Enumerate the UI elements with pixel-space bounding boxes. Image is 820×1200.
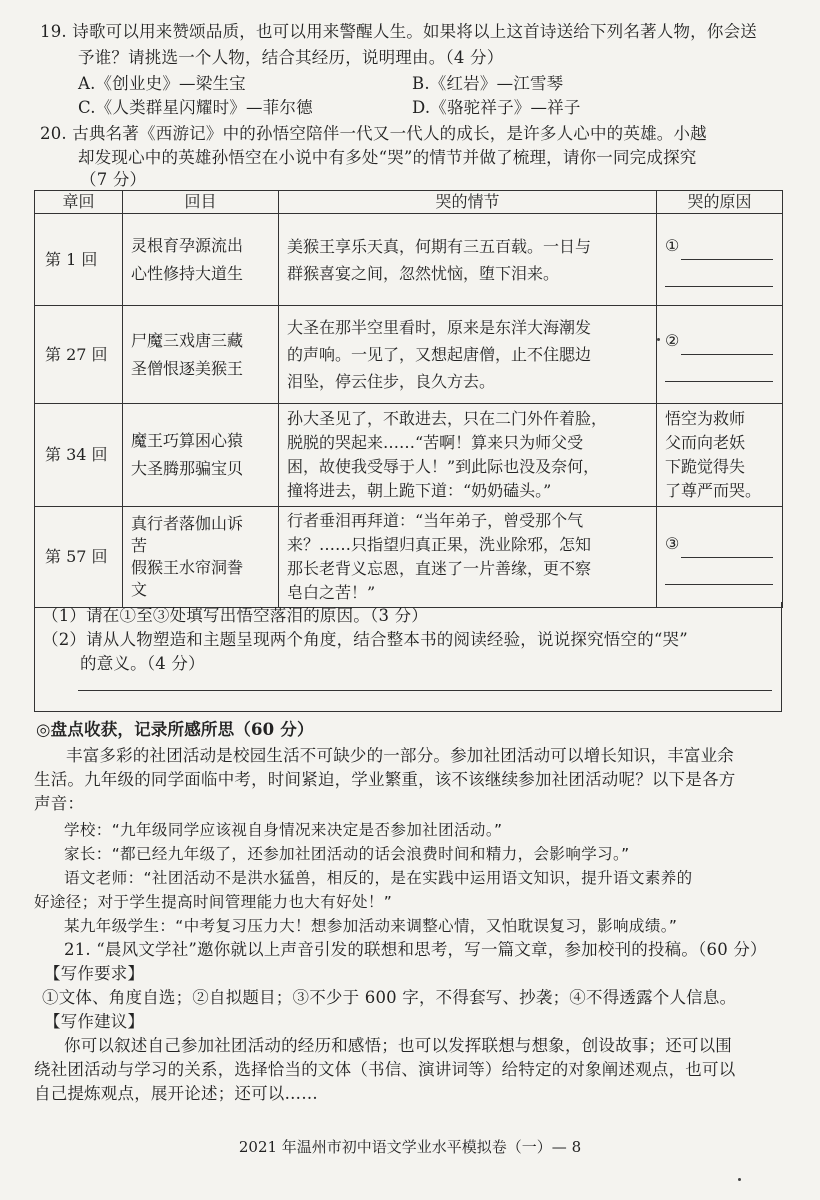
scan-speck xyxy=(657,338,660,341)
title-line: 尸魔三戏唐三藏 xyxy=(131,330,244,350)
chapter-cell: 第 34 回 xyxy=(35,404,123,507)
header-title: 回目 xyxy=(123,191,279,214)
reason-line: 了尊严而哭。 xyxy=(665,481,762,500)
q19-stem-line2: 予谁？请挑选一个人物，结合其经历，说明理由。（4 分） xyxy=(78,48,504,67)
suggestions-line2: 绕社团活动与学习的关系，选择恰当的文体（书信、演讲词等）给特定的对象阐述观点，也可以 xyxy=(34,1060,736,1079)
section-heading: ◎盘点收获，记录所感所思（60 分） xyxy=(36,720,314,739)
reason-cell xyxy=(657,306,783,404)
plot-cell xyxy=(279,507,657,608)
q19-option-c: C.《人类群星闪耀时》—菲尔德 xyxy=(78,98,313,117)
plot-line: 的声响。一见了，又想起唐僧，止不住腮边 xyxy=(287,345,592,364)
suggestions-line3: 自己提炼观点，展开论述；还可以…… xyxy=(34,1084,318,1103)
reason-cell xyxy=(657,214,783,306)
reason-line: 下跪觉得失 xyxy=(665,457,746,476)
title-line: 灵根育孕源流出 xyxy=(131,235,244,255)
table-header-row xyxy=(35,191,783,214)
requirements-text: ①文体、角度自选；②自拟题目；③不少于 600 字，不得套写、抄袭；④不得透露个人信息。 xyxy=(42,988,737,1007)
q20-stem-line2: 却发现心中的英雄孙悟空在小说中有多处“哭”的情节并做了梳理，请你一同完成探究 xyxy=(78,148,697,167)
page-footer: 2021 年温州市初中语文学业水平模拟卷（一）— 8 xyxy=(238,1138,582,1156)
title-line: 苦 xyxy=(131,536,148,555)
voice-school: 学校：“九年级同学应该视自身情况来决定是否参加社团活动。” xyxy=(64,821,503,839)
plot-line: 美猴王享乐天真，何期有三五百载。一日与 xyxy=(287,236,592,256)
reason-cell xyxy=(657,507,783,608)
title-cell xyxy=(123,214,279,306)
title-cell xyxy=(123,306,279,404)
suggestions-line1: 你可以叙述自己参加社团活动的经历和感悟；也可以发挥联想与想象，创设故事；还可以围 xyxy=(64,1036,732,1055)
reason-line: 悟空为救师 xyxy=(665,409,746,428)
title-cell xyxy=(123,507,279,608)
plot-line: 那长老背义忘恩，直迷了一片善缘，更不察 xyxy=(287,559,592,578)
title-line: 魔王巧算困心猿 xyxy=(131,431,244,450)
reason-cell xyxy=(657,404,783,507)
q19-stem-line1: 19. 诗歌可以用来赞颂品质，也可以用来警醒人生。如果将以上这首诗送给下列名著人物，你会送 xyxy=(40,22,757,41)
plot-line: 脱脱的哭起来……“苦啊！算来只为师父受 xyxy=(287,433,584,452)
intro-line2: 生活。九年级的同学面临中考，时间紧迫，学业繁重，该不该继续参加社团活动呢？以下是各方 xyxy=(34,770,736,789)
intro-line3: 声音： xyxy=(34,794,85,813)
q20-sub2-line1: （2）请从人物塑造和主题呈现两个角度，结合整本书的阅读经验，说说探究悟空的“哭” xyxy=(42,630,688,649)
answer-blank-2[interactable] xyxy=(681,334,773,355)
q20-sub2-answer-line[interactable] xyxy=(78,690,772,691)
requirements-title: 【写作要求】 xyxy=(44,964,145,983)
crying-episodes-table xyxy=(34,190,783,608)
q19-option-b: B.《红岩》—江雪琴 xyxy=(412,74,564,93)
header-reason: 哭的原因 xyxy=(657,191,783,214)
voice-student: 某九年级学生：“中考复习压力大！想参加活动来调整心情，又怕耽误复习，影响成绩。” xyxy=(64,917,678,935)
plot-line: 大圣在那半空里看时，原来是东洋大海潮发 xyxy=(287,318,592,337)
plot-line: 来？……只指望归真正果，洗业除邪，怎知 xyxy=(287,535,592,554)
title-line: 大圣腾那骗宝贝 xyxy=(131,459,244,478)
title-cell xyxy=(123,404,279,507)
table-row xyxy=(35,214,783,306)
plot-cell xyxy=(279,306,657,404)
answer-blank-3b[interactable] xyxy=(665,564,773,585)
chapter-cell: 第 27 回 xyxy=(35,306,123,404)
suggestions-title: 【写作建议】 xyxy=(44,1012,145,1031)
answer-blank-2b[interactable] xyxy=(665,361,773,382)
voice-teacher-line1: 语文老师：“社团活动不是洪水猛兽，相反的，是在实践中运用语文知识，提升语文素养的 xyxy=(64,869,693,887)
answer-blank-1b[interactable] xyxy=(665,266,773,287)
header-plot: 哭的情节 xyxy=(279,191,657,214)
q19-option-a: A.《创业史》—梁生宝 xyxy=(78,74,246,93)
plot-line: 群猴喜宴之间，忽然忧恼，堕下泪来。 xyxy=(287,263,560,283)
q20-sub1: （1）请在①至③处填写出悟空落泪的原因。（3 分） xyxy=(42,606,428,625)
chapter-cell: 第 1 回 xyxy=(35,214,123,306)
scan-speck xyxy=(738,1178,741,1181)
title-line: 文 xyxy=(131,580,148,599)
q21-prompt: 21. “晨风文学社”邀你就以上声音引发的联想和思考，写一篇文章，参加校刊的投稿。（60 分） xyxy=(64,940,767,959)
q20-sub2-line2: 的意义。（4 分） xyxy=(80,654,205,673)
table-row xyxy=(35,507,783,608)
q19-option-d: D.《骆驼祥子》—祥子 xyxy=(412,98,581,117)
plot-line: 撞将进去，朝上跪下道：“奶奶磕头。” xyxy=(287,481,552,500)
table-row xyxy=(35,306,783,404)
voice-teacher-line2: 好途径；对于学生提高时间管理能力也大有好处！” xyxy=(34,893,393,911)
q20-stem-line1: 20. 古典名著《西游记》中的孙悟空陪伴一代又一代人的成长，是许多人心中的英雄。小越 xyxy=(40,124,707,143)
title-line: 假猴王水帘洞誊 xyxy=(131,558,244,577)
answer-blank-1[interactable] xyxy=(681,239,773,260)
reason-line: 父而向老妖 xyxy=(665,433,746,452)
title-line: 圣僧恨逐美猴王 xyxy=(131,358,244,378)
reason-mark: ① xyxy=(665,236,680,255)
voice-parent: 家长：“都已经九年级了，还参加社团活动的话会浪费时间和精力，会影响学习。” xyxy=(64,845,630,863)
chapter-cell: 第 57 回 xyxy=(35,507,123,608)
intro-line1: 丰富多彩的社团活动是校园生活不可缺少的一部分。参加社团活动可以增长知识，丰富业余 xyxy=(66,746,734,765)
header-chapter: 章回 xyxy=(35,191,123,214)
title-line: 心性修持大道生 xyxy=(131,263,244,283)
plot-line: 皂白之苦！” xyxy=(287,583,376,602)
plot-line: 行者垂泪再拜道：“当年弟子，曾受那个气 xyxy=(287,511,584,530)
plot-cell xyxy=(279,214,657,306)
answer-blank-3[interactable] xyxy=(681,537,773,558)
plot-line: 孙大圣见了，不敢进去，只在二门外仵着脸， xyxy=(287,409,608,428)
plot-line: 泪坠，停云住步，良久方去。 xyxy=(287,372,496,391)
q20-stem-line3: （7 分） xyxy=(80,170,147,189)
table-row xyxy=(35,404,783,507)
reason-mark: ③ xyxy=(665,533,680,553)
reason-mark: ② xyxy=(665,331,680,350)
title-line: 真行者落伽山诉 xyxy=(131,514,244,533)
plot-line: 困，故使我受辱于人！”到此际也没及奈何， xyxy=(287,457,600,476)
plot-cell xyxy=(279,404,657,507)
